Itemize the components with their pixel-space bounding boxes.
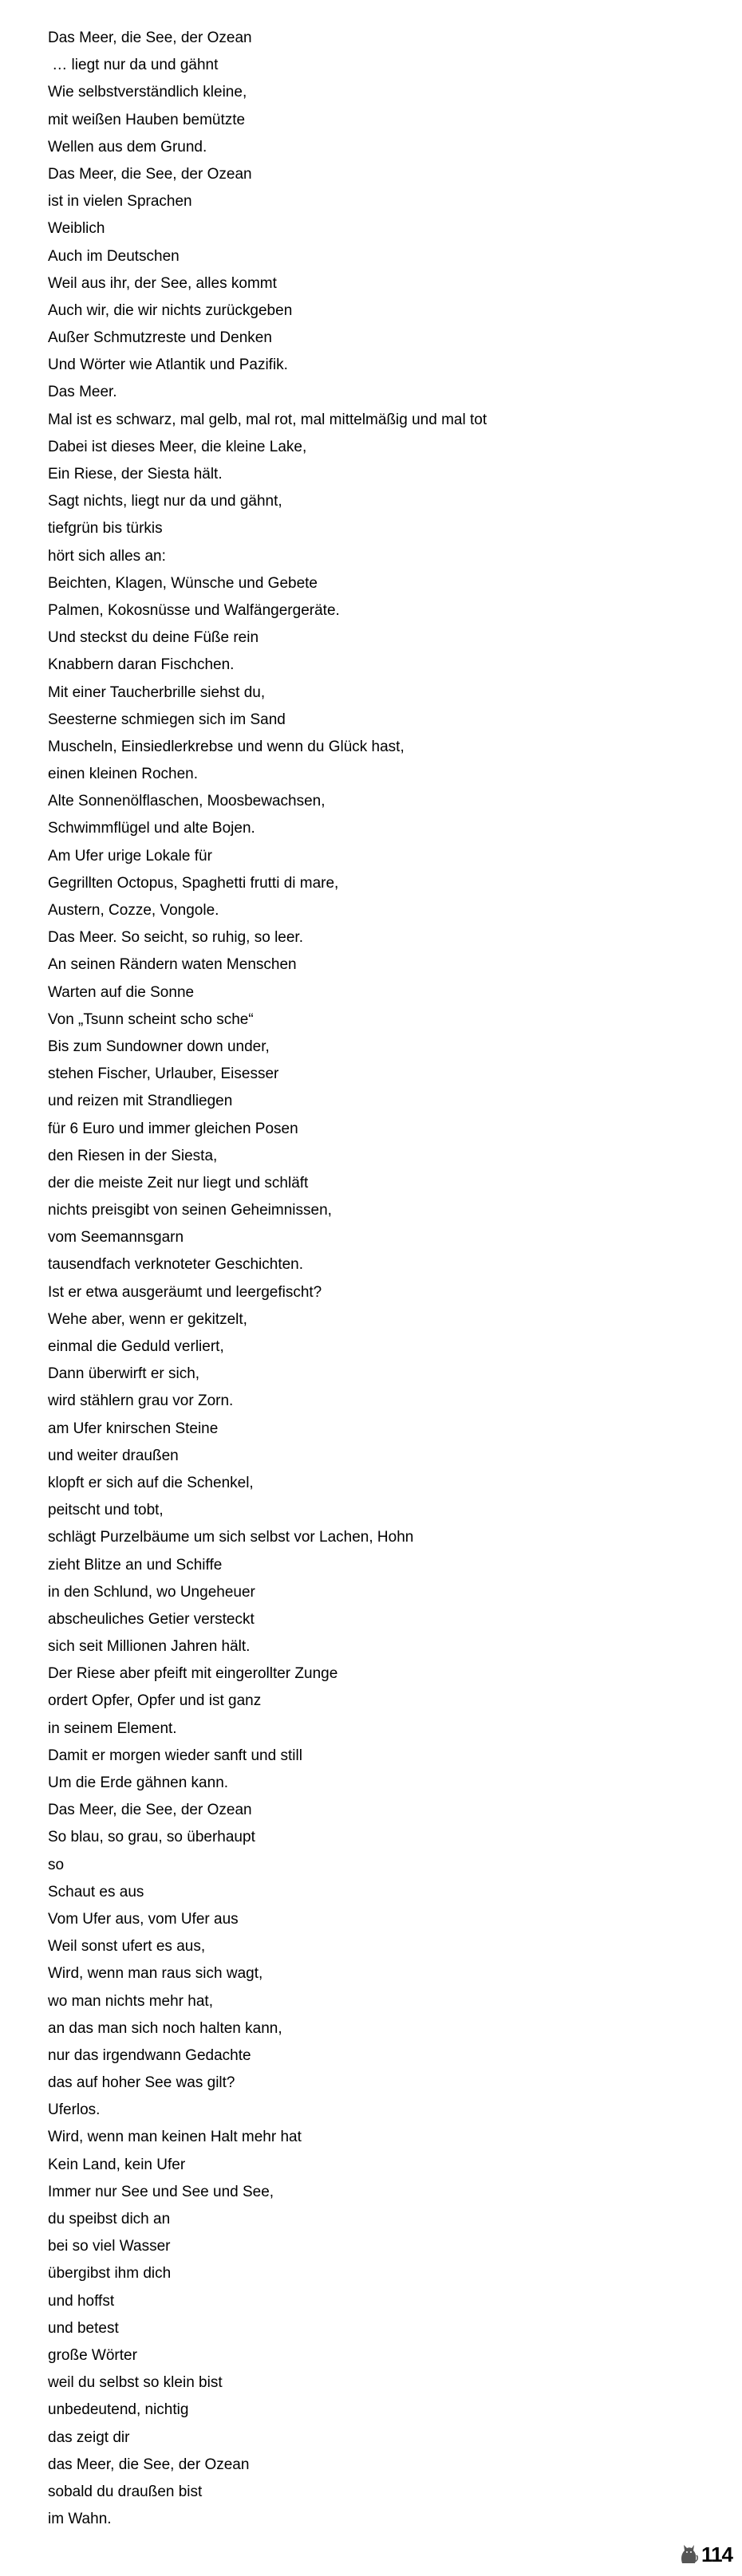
poem-line: tiefgrün bis türkis: [48, 520, 163, 538]
poem-line: du speibst dich an: [48, 2211, 171, 2227]
poem-line: Weil aus ihr, der See, alles kommt: [48, 274, 277, 292]
poem-line: bei so viel Wasser: [48, 2238, 171, 2255]
poem-line: an das man sich noch halten kann,: [48, 2019, 282, 2037]
poem-line: … liegt nur da und gähnt: [48, 57, 219, 74]
poem-line: Das Meer, die See, der Ozean: [48, 165, 252, 183]
poem-line: für 6 Euro und immer gleichen Posen: [48, 1120, 298, 1137]
poem-line: einen kleinen Rochen.: [48, 766, 199, 783]
poem-line: stehen Fischer, Urlauber, Eisesser: [48, 1065, 279, 1083]
poem-line: das auf hoher See was gilt?: [48, 2074, 235, 2092]
poem-line: große Wörter: [48, 2346, 137, 2364]
poem-line: Wellen aus dem Grund.: [48, 138, 207, 156]
poem-line: Und Wörter wie Atlantik und Pazifik.: [48, 356, 288, 374]
poem-line: und hoffst: [48, 2292, 115, 2310]
poem-line: nichts preisgibt von seinen Geheimnissen,: [48, 1202, 332, 1219]
cat-logo-icon: [679, 2541, 698, 2565]
poem-line: Seesterne schmiegen sich im Sand: [48, 711, 286, 728]
poem-line: so: [48, 1856, 65, 1873]
poem-line: sich seit Millionen Jahren hält.: [48, 1638, 251, 1656]
poem-line: Sagt nichts, liegt nur da und gähnt,: [48, 493, 282, 510]
poem-line: das zeigt dir: [48, 2428, 130, 2446]
poem-line: übergibst ihm dich: [48, 2265, 172, 2283]
poem-line: Am Ufer urige Lokale für: [48, 847, 212, 865]
poem-line: wo man nichts mehr hat,: [48, 1992, 213, 2010]
poem: [48, 25, 718, 2533]
poem-line: der die meiste Zeit nur liegt und schläft: [48, 1174, 309, 1191]
poem-line: Das Meer.: [48, 384, 117, 401]
poem-line: Austern, Cozze, Vongole.: [48, 902, 219, 919]
poem-line: Und steckst du deine Füße rein: [48, 629, 259, 647]
poem-line: Das Meer. So seicht, so ruhig, so leer.: [48, 929, 303, 947]
poem-line: in den Schlund, wo Ungeheuer: [48, 1583, 255, 1601]
poem-line: Außer Schmutzreste und Denken: [48, 329, 272, 347]
poem-line: wird stählern grau vor Zorn.: [48, 1392, 234, 1410]
poem-line: hört sich alles an:: [48, 547, 166, 565]
poem-line: mit weißen Hauben bemützte: [48, 111, 246, 128]
poem-line: Wehe aber, wenn er gekitzelt,: [48, 1310, 247, 1328]
poem-line: Vom Ufer aus, vom Ufer aus: [48, 1910, 239, 1928]
poem-line: Gegrillten Octopus, Spaghetti frutti di mare,: [48, 874, 339, 892]
poem-line: weil du selbst so klein bist: [48, 2374, 223, 2392]
poem-line: abscheuliches Getier versteckt: [48, 1610, 255, 1628]
poem-line: vom Seemannsgarn: [48, 1229, 184, 1247]
poem-line: in seinem Element.: [48, 1719, 177, 1737]
poem-line: Schaut es aus: [48, 1883, 144, 1900]
poem-line: Dabei ist dieses Meer, die kleine Lake,: [48, 438, 307, 455]
poem-line: So blau, so grau, so überhaupt: [48, 1829, 255, 1846]
poem-line: Von „Tsunn scheint scho sche“: [48, 1010, 254, 1028]
poem-line: An seinen Rändern waten Menschen: [48, 956, 297, 974]
poem-line: nur das irgendwann Gedachte: [48, 2046, 251, 2064]
poem-line: Beichten, Klagen, Wünsche und Gebete: [48, 574, 318, 592]
poem-line: Mit einer Taucherbrille siehst du,: [48, 683, 266, 701]
poem-line: Weil sonst ufert es aus,: [48, 1938, 206, 1956]
poem-line: Auch im Deutschen: [48, 247, 180, 265]
poem-line: Wird, wenn man keinen Halt mehr hat: [48, 2129, 302, 2146]
poem-line: den Riesen in der Siesta,: [48, 1147, 218, 1164]
poem-line: Ist er etwa ausgeräumt und leergefischt?: [48, 1283, 322, 1301]
poem-line: Bis zum Sundowner down under,: [48, 1038, 270, 1055]
poem-line: ordert Opfer, Opfer und ist ganz: [48, 1692, 262, 1710]
poem-line: Weiblich: [48, 220, 105, 238]
poem-line: Kein Land, kein Ufer: [48, 2156, 186, 2173]
poem-line: und weiter draußen: [48, 1447, 179, 1464]
poem-line: ist in vielen Sprachen: [48, 193, 192, 211]
poem-line: Knabbern daran Fischchen.: [48, 656, 235, 674]
poem-line: Uferlos.: [48, 2101, 101, 2119]
poem-line: Auch wir, die wir nichts zurückgeben: [48, 301, 293, 319]
poem-line: Immer nur See und See und See,: [48, 2183, 274, 2200]
poem-line: Das Meer, die See, der Ozean: [48, 30, 252, 46]
poem-line: Das Meer, die See, der Ozean: [48, 1802, 252, 1819]
poem-line: Mal ist es schwarz, mal gelb, mal rot, mal mittelmäßig und mal tot: [48, 411, 487, 428]
poem-line: Warten auf die Sonne: [48, 983, 195, 1001]
poem-line: sobald du draußen bist: [48, 2483, 203, 2500]
poem-line: und betest: [48, 2319, 119, 2337]
poem-line: das Meer, die See, der Ozean: [48, 2456, 250, 2473]
poem-line: Ein Riese, der Siesta hält.: [48, 466, 223, 483]
poem-line: im Wahn.: [48, 2511, 112, 2528]
poem-line: und reizen mit Strandliegen: [48, 1093, 233, 1110]
poem-line: tausendfach verknoteter Geschichten.: [48, 1256, 304, 1274]
poem-line: Schwimmflügel und alte Bojen.: [48, 820, 255, 837]
poem-line: Alte Sonnenölflaschen, Moosbewachsen,: [48, 793, 326, 810]
poem-line: klopft er sich auf die Schenkel,: [48, 1474, 254, 1491]
poem-line: Wie selbstverständlich kleine,: [48, 84, 247, 101]
poem-line: unbedeutend, nichtig: [48, 2401, 189, 2419]
poem-line: am Ufer knirschen Steine: [48, 1420, 219, 1437]
poem-line: Damit er morgen wieder sanft und still: [48, 1747, 302, 1764]
poem-line: schlägt Purzelbäume um sich selbst vor Lachen, Hohn: [48, 1529, 414, 1546]
poem-line: Um die Erde gähnen kann.: [48, 1774, 229, 1791]
poem-line: Dann überwirft er sich,: [48, 1365, 200, 1383]
poem-line: Palmen, Kokosnüsse und Walfängergeräte.: [48, 601, 340, 619]
poem-line: Wird, wenn man raus sich wagt,: [48, 1965, 263, 1983]
page-number: 114: [701, 2543, 732, 2566]
poem-line: einmal die Geduld verliert,: [48, 1338, 224, 1355]
poem-line: Der Riese aber pfeift mit eingerollter Zunge: [48, 1665, 338, 1683]
poem-line: zieht Blitze an und Schiffe: [48, 1556, 223, 1574]
poem-line: peitscht und tobt,: [48, 1502, 164, 1519]
poem-line: Muscheln, Einsiedlerkrebse und wenn du Glück hast,: [48, 738, 405, 755]
page-mark: [679, 2541, 732, 2565]
